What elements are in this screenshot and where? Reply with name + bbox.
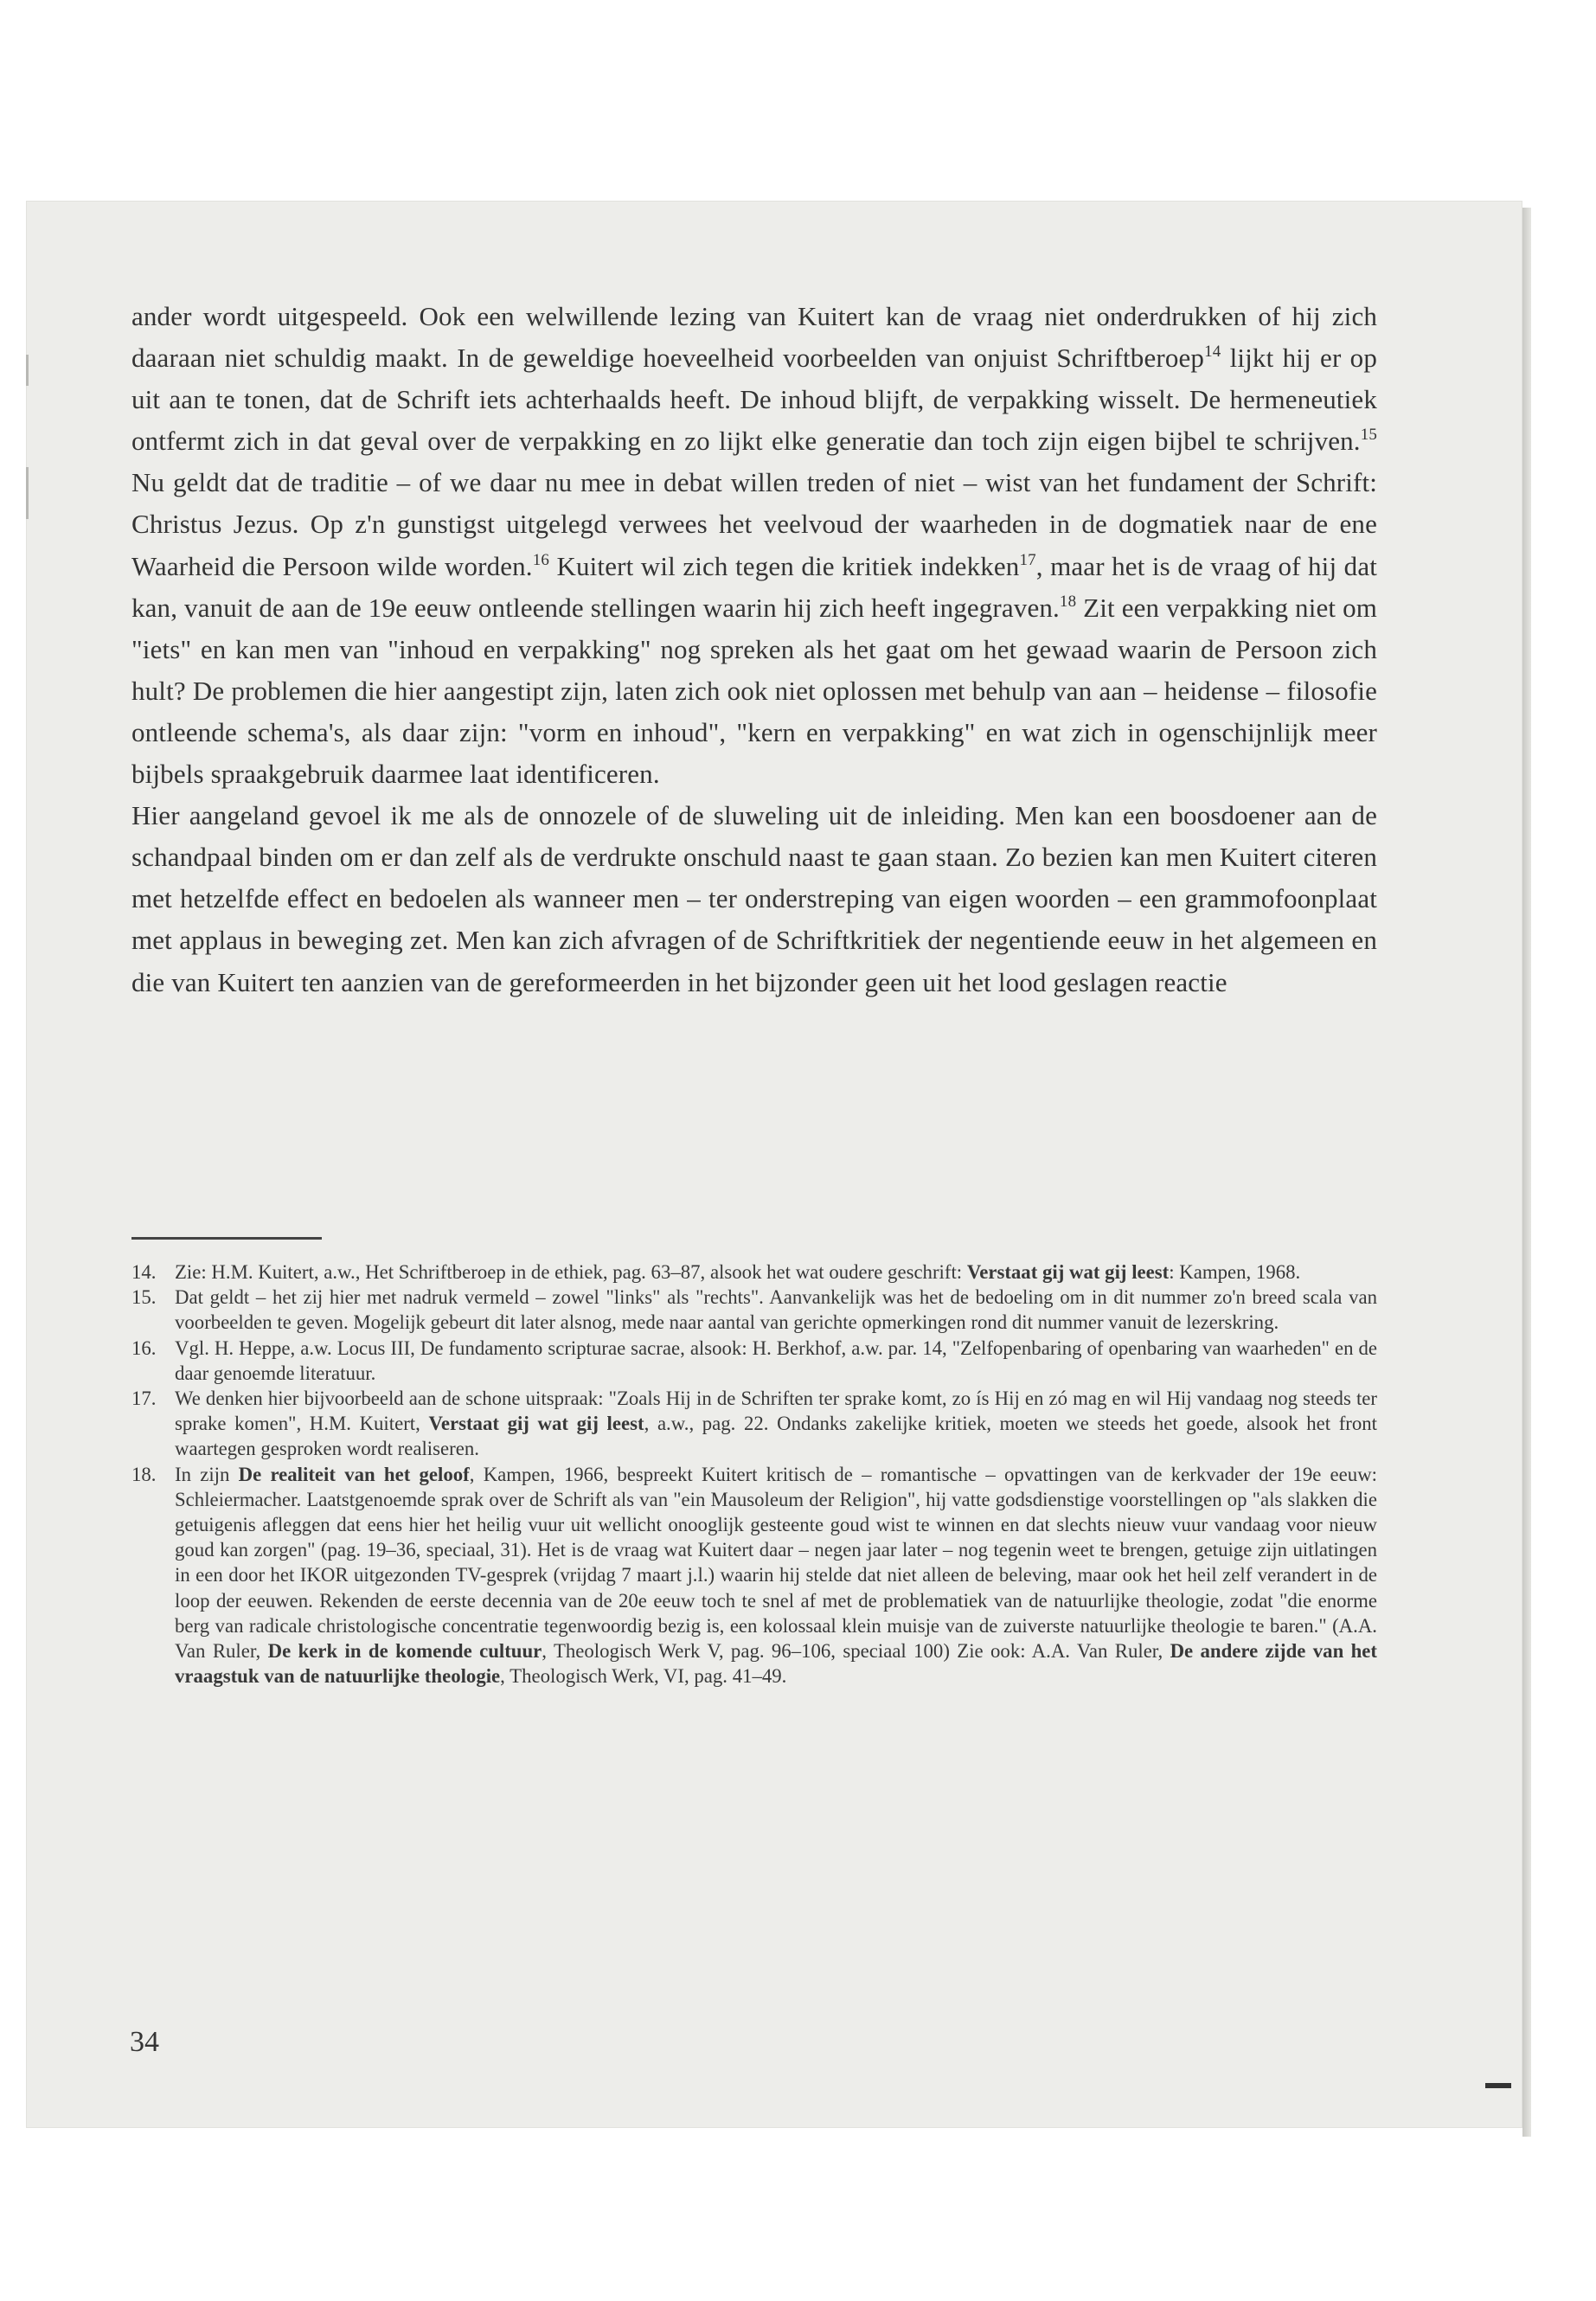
footnote-16 — [131, 1336, 1377, 1386]
footnote-text: Vgl. H. Heppe, a.w. Locus III, De fundamento scripturae sacrae, alsook: H. Berkhof, a.w. par. 14, "Zelfopenbaring of openbaring van waarheden" en de daar genoemde literatuur. — [175, 1336, 1377, 1384]
footnote-text: In zijn De realiteit van het geloof, Kampen, 1966, bespreekt Kuitert kritisch de – romantische – opvattingen van de kerkvader der 19e eeuw: Schleiermacher. Laatstgenoemde sprak over de Schrift als van "ein Mausoleum der Religion", hij vatte godsdienstige voorstellingen op "als slakken die getuigenis afleggen dat eens hier het heilig vuur uit wellicht onooglijk gesteente goud wist te winnen en dat slechts nieuw vuur vandaag voor nieuw goud kan zorgen" (pag. 19–36, speciaal, 31). Het is de vraag wat Kuitert daar – negen jaar later – nog tegenin weet te brengen, getuige zijn uitlatingen in een door het IKOR uitgezonden TV-gesprek (vrijdag 7 maart j.l.) waarin hij stelde dat niet alleen de beleving, maar ook het heil zelf verandert in de loop der eeuwen. Rekenden de eerste decennia van de 20e eeuw toch te snel af met de problematiek van de natuurlijke theologie, zodat "die enorme berg van radicale christologische concentratie tegenwoordig bezig is, een kolossaal klein muisje van de zuiverste natuurlijke theologie te baren." (A.A. Van Ruler, De kerk in de komende cultuur, Theologisch Werk V, pag. 96–106, speciaal 100) Zie ook: A.A. Van Ruler, De andere zijde van het vraagstuk van de natuurlijke theologie, Theologisch Werk, VI, pag. 41–49. — [175, 1463, 1378, 1688]
footnotes — [131, 1259, 1377, 1689]
footnote-number: 15. — [131, 1286, 157, 1309]
footnote-14 — [131, 1259, 1377, 1285]
footnote-ref-14[interactable]: 14 — [1204, 343, 1221, 362]
footnote-number: 18. — [131, 1463, 157, 1485]
scan-mark — [26, 355, 29, 386]
footnote-ref-15[interactable]: 15 — [1360, 426, 1377, 445]
footnote-ref-18[interactable]: 18 — [1059, 592, 1077, 611]
footnote-number: 14. — [131, 1261, 157, 1283]
page-number: 34 — [130, 2026, 159, 2058]
footnote-17 — [131, 1386, 1377, 1462]
footnote-15 — [131, 1285, 1377, 1335]
footnote-text: Dat geldt – het zij hier met nadruk vermeld – zowel "links" als "rechts". Aanvankelijk was het de bedoeling om in dit nummer zo'n breed scala van voorbeelden te geven. Mogelijk gebeurt dit later alsnog, mede naar aantal van gerichte opmerkingen rond dit nummer vanuit de lezerskring. — [175, 1286, 1377, 1334]
paragraph-2: Hier aangeland gevoel ik me als de onnozele of de sluweling uit de inleiding. Men kan een boosdoener aan de schandpaal binden om er dan zelf als de verdrukte onschuld naast te gaan staan. Zo bezien kan men Kuitert citeren met hetzelfde effect en bedoelen als wanneer men – ter onderstreping van eigen woorden – een grammofoonplaat met applaus in beweging zet. Men kan zich afvragen of de Schriftkritiek der negentiende eeuw in het algemeen en die van Kuitert ten aanzien van de gereformeerden in het bijzonder geen uit het lood geslagen reactie — [131, 800, 1377, 997]
footnote-ref-17[interactable]: 17 — [1019, 550, 1036, 569]
scan-mark — [1485, 2083, 1511, 2088]
footnote-ref-16[interactable]: 16 — [532, 550, 550, 569]
footnote-number: 17. — [131, 1388, 157, 1410]
footnote-text: Zie: H.M. Kuitert, a.w., Het Schriftberoep in de ethiek, pag. 63–87, alsook het wat oudere geschrift: Verstaat gij wat gij leest: Kampen, 1968. — [175, 1261, 1301, 1283]
page-edge — [1522, 208, 1531, 2137]
footnote-text: We denken hier bijvoorbeeld aan de schone uitspraak: "Zoals Hij in de Schriften ter sprake komt, zo ís Hij en zó mag en wil Hij vandaag nog steeds ter sprake komen", H.M. Kuitert, Verstaat gij wat gij leest, a.w., pag. 22. Ondanks zakelijke kritiek, moeten we steeds het goede, alsook het front waartegen gesproken wordt realiseren. — [175, 1388, 1378, 1460]
scan-mark — [26, 467, 29, 519]
footnote-divider — [131, 1237, 322, 1240]
footnote-number: 16. — [131, 1336, 157, 1359]
paragraph-1: ander wordt uitgespeeld. Ook een welwillende lezing van Kuitert kan de vraag niet onderdrukken of hij zich daaraan niet schuldig maakt. In de geweldige hoeveelheid voorbeelden van onjuist Schriftberoep$^{14}$ lijkt hij er op uit aan te tonen, dat de Schrift iets achterhaalds heeft. De inhoud blijft, de verpakking wisselt. De hermeneutiek ontfermt zich in dat geval over de verpakking en zo lijkt elke generatie dan toch zijn eigen bijbel te schrijven.$^{15}$ Nu geldt dat de traditie – of we daar nu mee in debat willen treden of niet – wist van het fundament der Schrift: Christus Jezus. Op z'n gunstigst uitgelegd verwees het veelvoud der waarheden in de dogmatiek naar de ene Waarheid die Persoon wilde worden.$^{16}$ Kuitert wil zich tegen die kritiek indekken$^{17}$, maar het is de vraag of hij dat kan, vanuit de aan de 19e eeuw ontleende stellingen waarin hij zich heeft ingegraven.$^{18}$ Zit een verpakking niet om "iets" en kan men van "inhoud en verpakking" nog spreken als het gaat om het gewaad waarin de Persoon zich hult? De problemen die hier aangestipt zijn, laten zich ook niet oplossen met behulp van aan – heidense – filosofie ontleende schema's, als daar zijn: "vorm en inhoud", "kern en verpakking" en wat zich in ogenschijnlijk meer bijbels spraakgebruik daarmee laat identificeren. — [131, 301, 1377, 790]
main-text — [131, 296, 1377, 1003]
footnote-18 — [131, 1462, 1377, 1689]
